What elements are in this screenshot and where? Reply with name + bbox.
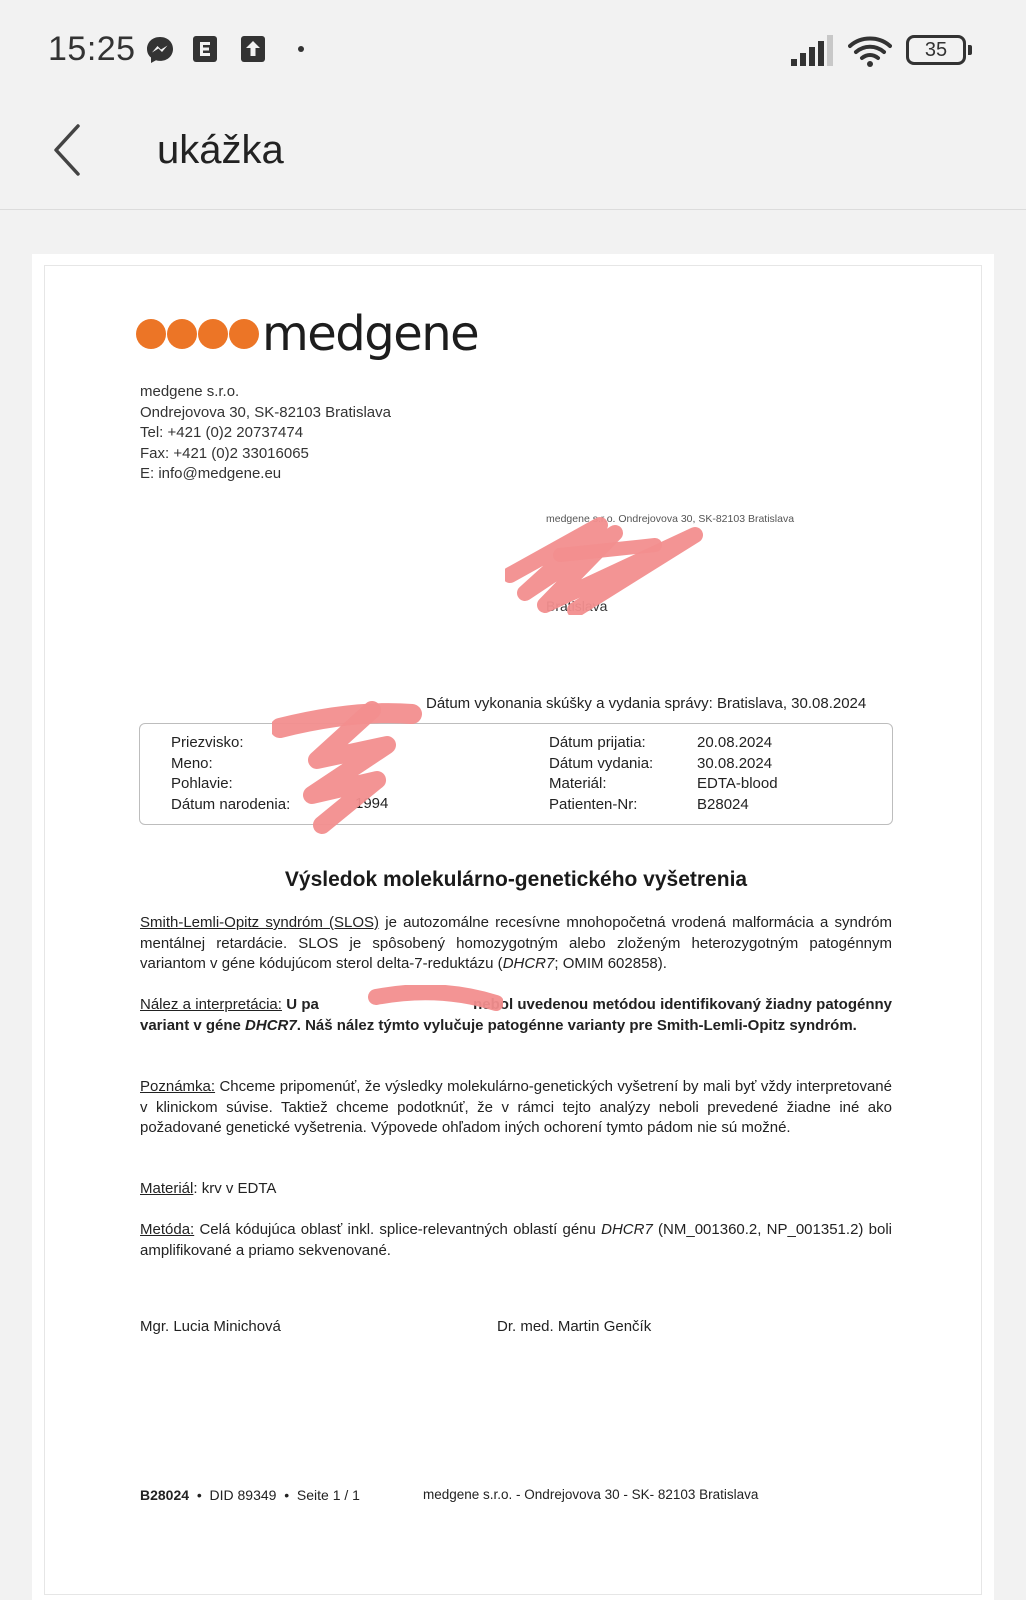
footer-ids: B28024 • DID 89349 • Seite 1 / 1 bbox=[140, 1487, 360, 1503]
report-heading: Výsledok molekulárno-genetického vyšetrenia bbox=[284, 868, 748, 891]
notification-dot-icon bbox=[298, 46, 304, 52]
app-bar bbox=[0, 100, 1026, 210]
signature-1: Mgr. Lucia Minichová bbox=[140, 1318, 281, 1335]
addressee-city: Bratislava bbox=[546, 598, 608, 614]
method-paragraph: Metóda: Celá kódujúca oblasť inkl. splice-relevantných oblastí génu DHCR7 (NM_001360.2, NP_001351.2) boli amplifikované a priamo sekvenované. bbox=[140, 1221, 892, 1259]
footer-address: medgene s.r.o. - Ondrejovova 30 - SK- 82103 Bratislava bbox=[423, 1487, 759, 1502]
finding-paragraph: Nález a interpretácia: U pa nebol uvedenou metódou identifikovaný žiadny patogénny variant v géne DHCR7. Náš nález týmto vylučuje patogénne varianty pre Smith-Lemli-Opitz syndróm. bbox=[140, 996, 892, 1034]
report-labels: Dátum prijatia: Dátum vydania: Materiál: Patienten-Nr: bbox=[549, 734, 654, 813]
upload-icon bbox=[240, 35, 266, 63]
messenger-icon bbox=[145, 35, 175, 65]
note-paragraph: Poznámka: Chceme pripomenúť, že výsledky molekulárno-genetických vyšetrení by mali byť vždy interpretované v klinickom súvise. Taktiež chceme podotknúť, že v rámci tejto analýzy neboli prevedené žiadne iné ako požadované genetické vyšetrenia. Výpovede ohľadom iných ochorení tymto pádom nie sú možné. bbox=[140, 1078, 892, 1136]
addressee-return-line: medgene s.r.o. Ondrejovova 30, SK-82103 Bratislava bbox=[546, 513, 795, 525]
report-date: Dátum vykonania skúšky a vydania správy: Bratislava, 30.08.2024 bbox=[426, 695, 867, 712]
signature-2: Dr. med. Martin Genčík bbox=[497, 1318, 652, 1335]
sender-address: medgene s.r.o. Ondrejovova 30, SK-82103 Bratislava Tel: +421 (0)2 20737474 Fax: +421 (0)2 33016065 E: info@medgene.eu bbox=[140, 383, 391, 482]
birth-year: 1994 bbox=[355, 795, 389, 812]
intro-paragraph: Smith-Lemli-Opitz syndróm (SLOS) je autozomálne recesívne mnohopočetná vrodená malformácia a syndróm mentálnej retardácie. SLOS je spôsobený homozygotným alebo zloženým heterozygotným patogénnym variantom v géne kódujúcom sterol delta-7-reduktázu (DHCR7; OMIM 602858). bbox=[140, 914, 892, 972]
wifi-icon bbox=[848, 35, 892, 69]
battery-icon bbox=[906, 35, 966, 65]
report-values: 20.08.2024 30.08.2024 EDTA-blood B28024 bbox=[697, 734, 778, 813]
battery-level: 35 bbox=[924, 39, 948, 61]
back-arrow-icon[interactable] bbox=[48, 120, 88, 180]
status-time: 15:25 bbox=[48, 30, 136, 68]
status-bar bbox=[0, 0, 1026, 100]
signal-icon bbox=[790, 35, 836, 67]
medgene-logo: medgene bbox=[136, 300, 478, 368]
page-title: ukážka bbox=[157, 128, 284, 172]
patient-labels: Priezvisko: Meno: Pohlavie: Dátum narodenia: bbox=[171, 734, 291, 813]
e-app-icon bbox=[192, 35, 218, 63]
material-paragraph: Materiál: krv v EDTA bbox=[140, 1180, 277, 1197]
